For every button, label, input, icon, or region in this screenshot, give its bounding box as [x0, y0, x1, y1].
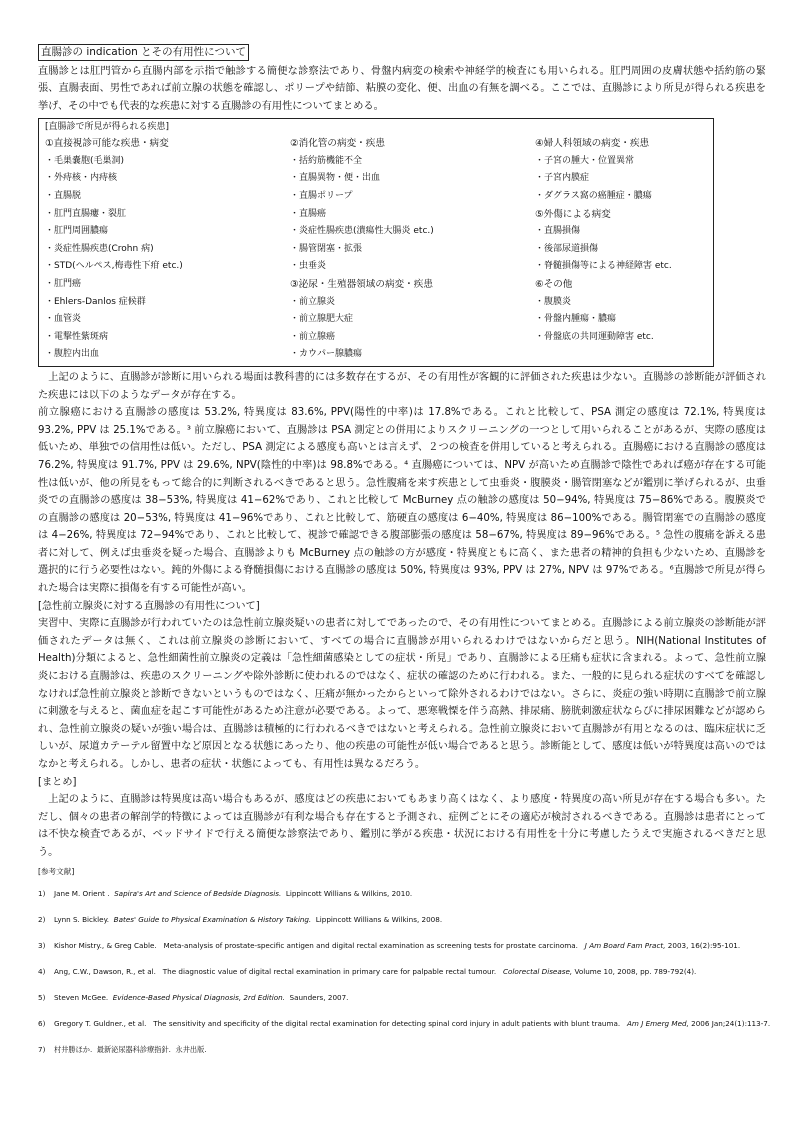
- section-heading-summary: [まとめ]: [38, 776, 77, 788]
- reference-number: 3): [38, 940, 46, 950]
- references-title: [参考文献]: [38, 866, 75, 876]
- box-list-item: ・炎症性腸疾患(潰瘍性大腸炎 etc.): [290, 226, 434, 237]
- box-list-item: ・STD(ヘルペス,梅毒性下疳 etc.): [45, 261, 183, 272]
- reference-publication: Saunders, 2007.: [284, 992, 349, 1002]
- reference-item: [38, 881, 766, 907]
- box-list-item: ・腹腔内出血: [45, 349, 100, 360]
- reference-item: [38, 907, 766, 933]
- reference-number: 4): [38, 966, 46, 976]
- reference-item: [38, 985, 766, 1011]
- box-list-item: ・虫垂炎: [290, 261, 327, 272]
- reference-source: Bates' Guide to Physical Examination & History Taking.: [113, 914, 312, 924]
- document-title: 直腸診の indication とその有用性について: [38, 44, 249, 61]
- reference-text: Jane M. Orient .: [54, 888, 115, 898]
- body1-paragraph-2: 前立腺癌における直腸診の感度は 53.2%, 特異度は 83.6%, PPV(陽性的中率)は 17.8%である。これと比較して、PSA 測定の感度は 72.1%, 特異度は 93.2%, PPV は 25.1%である。³ 前立腺癌において、直腸診は PSA 測定との併用によりスクリーニングの一つとして用いられることがあるが、実際の感度は低いため、単独での信用性は低い。ただし、PSA 測定による感度も高いとは言えず、２つの検査を併用していると考えられる。直腸癌における直腸診の感度は 76.2%, 特異度は 91.7%, PPV は 29.6%, NPV(陰性的中率)は 98.8%である。⁴ 直腸癌については、NPV が高いため直腸診で陰性であれば癌が存在する可能性は低いが、他の所見をもって総合的に判断されるべきであると思う。急性腹痛を来す疾患として虫垂炎・腹膜炎・腸管閉塞などが鑑別に挙げられるが、虫垂炎での直腸診の感度は 38−53%, 特異度は 41−62%であり、これと比較して McBurney 点の触診の感度は 50−94%, 特異度は 75−86%である。腹膜炎での直腸診の感度は 20−53%, 特異度は 41−96%であり、これと比較して、筋硬直の感度は 6−40%, 特異度は 86−100%である。腸管閉塞での直腸診の感度は 4−26%, 特異度は 72−94%であり、これと比較して、視診で確認できる腹部膨張の感度は 58−67%, 特異度は 89−96%である。⁵ 急性の腹痛を訴える患者に対して、例えば虫垂炎を疑った場合、直腸診よりも McBurney 点の触診の方が感度・特異度ともに高く、また患者の精神的負担も少ないため、直腸診を選択的に行う必要性はない。鈍的外傷による脊髄損傷における直腸診の感度は 50%, 特異度は 93%, PPV は 27%, NPV は 97%である。⁶直腸診で所見が得られた場合は実際に損傷を有する可能性が高い。: [38, 407, 766, 595]
- reference-publication: 2003, 16(2):95-101.: [665, 940, 741, 950]
- box-list-item: ・ダグラス窩の癌腫症・膿瘍: [535, 191, 652, 201]
- reference-number: 5): [38, 992, 46, 1002]
- reference-publication: Lippincott Willians & Wilkins, 2008.: [311, 914, 443, 924]
- reference-publication: 2006 Jan;24(1):113-7.: [688, 1018, 771, 1028]
- body-section-1: [38, 369, 766, 598]
- box-list-item: ・血管炎: [45, 314, 82, 325]
- intro-paragraph: 直腸診とは肛門管から直腸内部を示指で触診する簡便な診察法であり、骨盤内病変の検索や神経学的検査にも用いられる。肛門周囲の皮膚状態や括約筋の緊張、直腸表面、男性であれば前立腺の状態を確認し、ポリープや結節、粘膜の変化、便、出血の有無を調べる。ここでは、直腸診により所見が得られる疾患を挙げ、その中でも代表的な疾患に対する直腸診の有用性についてまとめる。: [38, 66, 766, 112]
- box-category-heading: ⑤外傷による病変: [535, 208, 611, 220]
- box-category-heading: ③泌尿・生殖器領域の病変・疾患: [290, 278, 433, 290]
- body3-paragraph-1: 上記のように、直腸診は特異度は高い場合もあるが、感度はどの疾患においてもあまり高くはなく、より感度・特異度の高い所見が存在する場合も多い。ただし、個々の患者の解剖学的特徴によっては直腸診が有利な場合も存在すると予測され、症例ごとにその適応が検討されるべきである。直腸診は患者にとっては不快な検査であるが、ベッドサイドで行える簡便な診察法であり、鑑別に挙がる疾患・状況における有用性を十分に考慮したうえで実施されるべきだと思う。: [38, 794, 766, 858]
- reference-publication: Volume 10, 2008, pp. 789-792(4).: [572, 966, 697, 976]
- reference-item: [38, 1011, 771, 1037]
- reference-text: Gregory T. Guldner., et al. The sensitivity and specificity of the digital rectal examination for detecting spinal cord injury in adult patients with blunt trauma.: [54, 1018, 628, 1028]
- box-category-heading: ⑥その他: [535, 278, 573, 290]
- box-list-item: ・直腸癌: [290, 208, 327, 219]
- reference-text: Kishor Mistry., & Greg Cable. Meta-analysis of prostate-specific antigen and digital rectal examination as screening tests for prostate carcinoma.: [54, 940, 585, 950]
- box-list-item: ・直腸脱: [45, 191, 82, 201]
- reference-source: Am J Emerg Med,: [627, 1018, 689, 1028]
- intro-section: [38, 63, 766, 115]
- box-category-heading: ②消化管の病変・疾患: [290, 138, 385, 150]
- box-list-item: ・直腸異物・便・出血: [290, 173, 381, 184]
- box-list-item: ・カウパー腺膿瘍: [290, 349, 363, 360]
- box-list-item: ・腹膜炎: [535, 296, 572, 307]
- reference-text: Lynn S. Bickley.: [54, 914, 114, 924]
- reference-number: 7): [38, 1044, 46, 1054]
- box-columns: [45, 135, 707, 364]
- body2-paragraph-1: 実習中、実際に直腸診が行われていたのは急性前立腺炎疑いの患者に対してであったので、その有用性についてまとめる。直腸診による前立腺炎の診断能が評価されたデータは無く、これは前立腺炎の診断において、すべての場合に直腸診が用いられるわけではないからだと思う。NIH(National Institutes of Health)分類によると、急性細菌性前立腺炎の定義は「急性細菌感染としての症状・所見」であり、直腸診による圧痛も症状に含まれる。よって、急性前立腺炎における直腸診は、疾患のスクリーニングや除外診断に使われるのではなく、症状の確認のために行われる。また、一般的に見られる症状のすべてを確認しなければ急性前立腺炎と診断できないというものではなく、圧痛が無かったからといって除外されるわけではない。さらに、炎症の強い時期に直腸診で前立腺に刺激を与えると、菌血症を起こす可能性があるため注意が必要である。よって、悪寒戦慄を伴う高熱、排尿痛、膀胱刺激症状ならびに排尿困難などが認められ、急性前立腺炎の疑いが強い場合は、直腸診は積極的に行われるべきではないと考えられる。急性前立腺炎において直腸診が有用となるのは、臨床症状に乏しいが、尿道カテーテル留置中など原因となる状態にあったり、他の疾患の可能性が低い場合であると思う。診断能として、感度は低いが特異度は高いのではなかと考えられる。しかし、患者の症状・状態によっても、有用性は異なるだろう。: [38, 618, 766, 770]
- reference-source: J Am Board Fam Pract,: [584, 940, 666, 950]
- reference-source: Evidence-Based Physical Diagnosis, 2rd Edition.: [112, 992, 285, 1002]
- reference-item: [38, 933, 766, 959]
- reference-text: Ang, C.W., Dawson, R., et al. The diagnostic value of digital rectal examination in primary care for palpable rectal tumour.: [54, 966, 504, 976]
- references-list: [38, 881, 771, 1063]
- box-list-item: ・前立腺癌: [290, 331, 336, 342]
- box-list-item: ・毛巣嚢胞(毛巣洞): [45, 155, 125, 166]
- box-category-heading: ①直接視診可能な疾患・病変: [45, 138, 169, 150]
- box-category-heading: ④婦人科領域の病変・疾患: [535, 138, 650, 150]
- reference-number: 6): [38, 1018, 46, 1028]
- reference-text: Steven McGee.: [54, 992, 113, 1002]
- box-list-item: ・肛門直腸瘻・裂肛: [45, 208, 127, 219]
- reference-number: 2): [38, 914, 46, 924]
- box-list-item: ・括約筋機能不全: [290, 155, 363, 166]
- body-section-2: [38, 615, 766, 773]
- box-title: [直腸診で所見が得られる疾患]: [45, 122, 170, 133]
- box-list-item: ・子宮内膜症: [535, 173, 590, 184]
- reference-publication: Lippincott Willians & Wilkins, 2010.: [281, 888, 413, 898]
- box-list-item: ・前立腺炎: [290, 296, 336, 307]
- section-heading-prostatitis: [急性前立腺炎に対する直腸診の有用性について]: [38, 600, 260, 612]
- box-list-item: ・脊髄損傷等による神経障害 etc.: [535, 261, 672, 272]
- reference-text: 村井勝ほか. 最新泌尿器科診療指針. 永井出版.: [54, 1044, 207, 1054]
- disease-list-box: [38, 118, 714, 367]
- box-list-item: ・直腸ポリープ: [290, 191, 353, 201]
- body1-paragraph-1: 上記のように、直腸診が診断に用いられる場面は教科書的には多数存在するが、その有用性が客観的に評価された疾患は少ない。直腸診の診断能が評価された疾患には以下のようなデータが存在する。: [38, 371, 766, 401]
- reference-source: Colorectal Disease,: [503, 966, 573, 976]
- box-list-item: ・炎症性腸疾患(Crohn 病): [45, 243, 154, 254]
- box-column-2: [290, 135, 535, 364]
- reference-source: Sapira's Art and Science of Bedside Diagnosis.: [114, 888, 282, 898]
- box-list-item: ・Ehlers-Danlos 症候群: [45, 296, 146, 307]
- reference-item: [38, 959, 766, 985]
- box-list-item: ・子宮の腫大・位置異常: [535, 155, 635, 166]
- box-list-item: ・骨盤内腫瘍・膿瘍: [535, 314, 617, 325]
- box-list-item: ・前立腺肥大症: [290, 314, 354, 325]
- reference-number: 1): [38, 888, 46, 898]
- body-section-3: [38, 791, 766, 861]
- box-list-item: ・外痔核・内痔核: [45, 173, 118, 184]
- box-list-item: ・骨盤底の共同運動障害 etc.: [535, 331, 654, 342]
- box-list-item: ・電撃性紫斑病: [45, 331, 109, 342]
- box-column-1: [45, 135, 290, 364]
- box-list-item: ・肛門癌: [45, 278, 82, 289]
- box-list-item: ・直腸損傷: [535, 226, 581, 237]
- reference-item: [38, 1037, 766, 1063]
- box-list-item: ・後部尿道損傷: [535, 243, 599, 254]
- box-list-item: ・腸管閉塞・拡張: [290, 243, 363, 254]
- document-page: [38, 40, 771, 1063]
- box-list-item: ・肛門周囲膿瘍: [45, 226, 109, 237]
- box-column-3: [535, 135, 695, 364]
